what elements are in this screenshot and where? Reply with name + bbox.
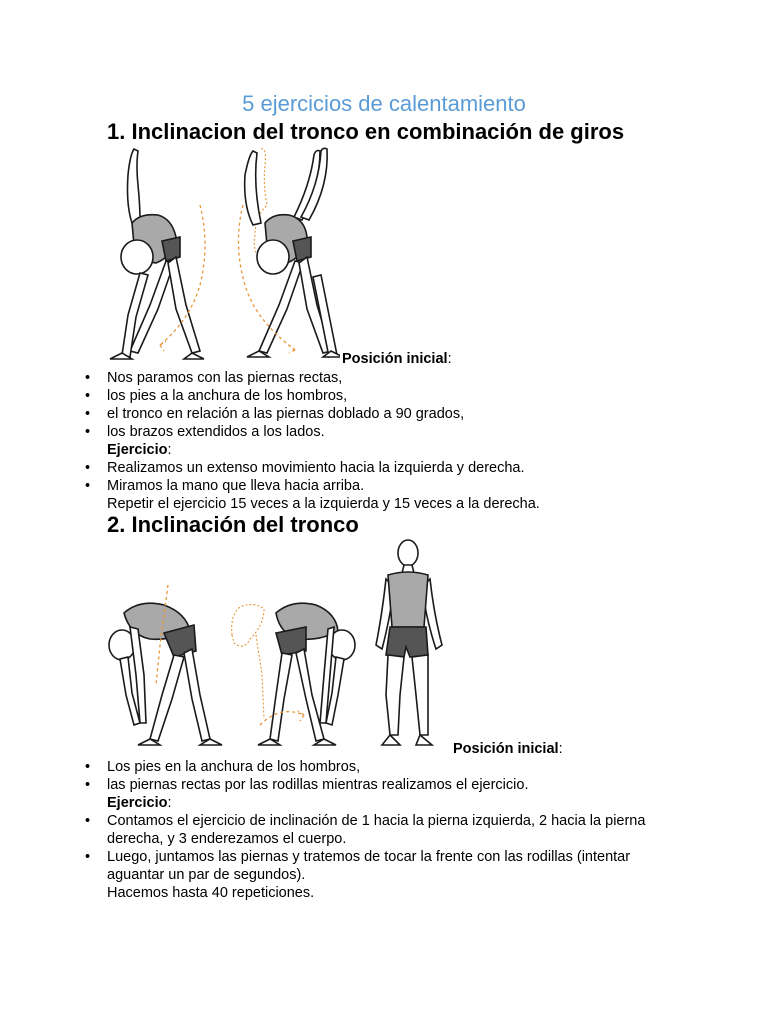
list-item: • Contamos el ejercicio de inclinación de 1 hacia la pierna izquierda, 2 hacia la pierna derecha, y 3 enderezamos el cuerpo. bbox=[107, 812, 667, 848]
list-item: • las piernas rectas por las rodillas mientras realizamos el ejercicio. bbox=[107, 776, 528, 794]
list-item: • Nos paramos con las piernas rectas, bbox=[107, 369, 342, 387]
illustration-trunk-rotation bbox=[100, 145, 340, 365]
list-item: • Realizamos un extenso movimiento hacia la izquierda y derecha. bbox=[107, 459, 525, 477]
figure-bend-left bbox=[109, 585, 222, 745]
list-item: • los brazos extendidos a los lados. bbox=[107, 423, 325, 441]
list-item: • Luego, juntamos las piernas y tratemos de tocar la frente con las rodillas (intentar aguantar un par de segundos). bbox=[107, 848, 667, 884]
illustration-trunk-bend bbox=[100, 535, 460, 755]
list-item: • el tronco en relación a las piernas doblado a 90 grados, bbox=[107, 405, 464, 423]
section-2-note: Hacemos hasta 40 repeticiones. bbox=[107, 885, 315, 901]
figure-bend-middle bbox=[232, 603, 355, 745]
page-title: 5 ejercicios de calentamiento bbox=[242, 91, 526, 116]
list-item: • Miramos la mano que lleva hacia arriba. bbox=[107, 477, 364, 495]
section-1-heading: 1. Inclinacion del tronco en combinación de giros bbox=[107, 119, 625, 144]
section-1-note: Repetir el ejercicio 15 veces a la izquierda y 15 veces a la derecha. bbox=[107, 496, 540, 512]
figure-rotation-right bbox=[238, 148, 340, 357]
list-item: • Los pies en la anchura de los hombros, bbox=[107, 758, 360, 776]
figure-standing bbox=[376, 540, 442, 745]
section-1-start-label: Posición inicial: bbox=[342, 351, 452, 367]
section-1-exercise-label: Ejercicio: bbox=[107, 442, 172, 458]
section-2-heading: 2. Inclinación del tronco bbox=[107, 512, 359, 537]
section-2-exercise-label: Ejercicio: bbox=[107, 795, 172, 811]
list-item: • los pies a la anchura de los hombros, bbox=[107, 387, 347, 405]
section-2-start-label: Posición inicial: bbox=[453, 741, 563, 757]
